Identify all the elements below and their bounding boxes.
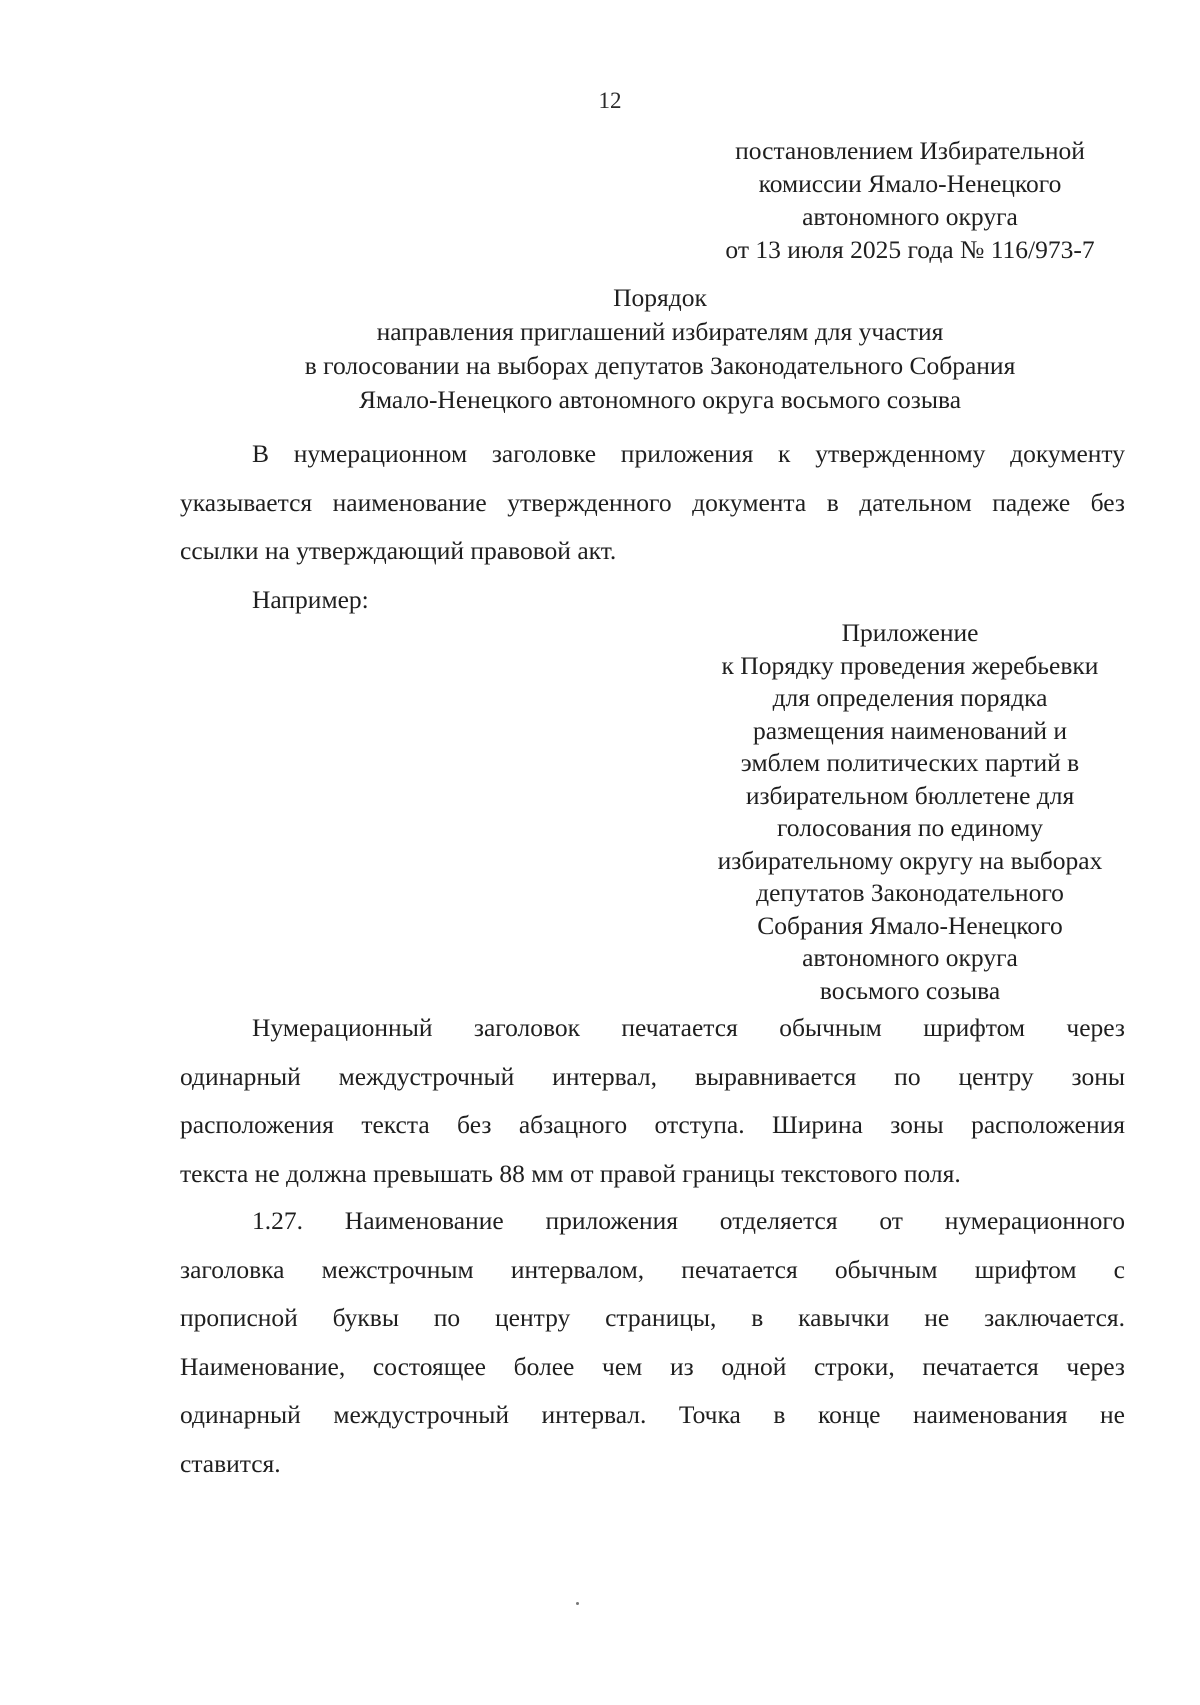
appendix-line: для определения порядка bbox=[772, 683, 1048, 712]
appendix-example bbox=[680, 617, 1140, 1007]
paragraph-line: прописной буквы по центру страницы, в кавычки не заключается. bbox=[180, 1303, 1125, 1332]
document-title-line: в голосовании на выборах депутатов Законодательного Собрания bbox=[304, 351, 1016, 380]
approval-stamp-line: комиссии Ямало-Ненецкого bbox=[758, 169, 1062, 198]
approval-stamp-line: от 13 июля 2025 года № 116/973-7 bbox=[725, 235, 1095, 264]
document-title-line: Ямало-Ненецкого автономного округа восьмого созыва bbox=[358, 385, 962, 414]
paragraph-line: текста не должна превышать 88 мм от правой границы текстового поля. bbox=[180, 1158, 961, 1188]
appendix-line: автономного округа bbox=[802, 943, 1018, 972]
paragraph-line: указывается наименование утвержденного документа в дательном падеже без bbox=[180, 487, 1125, 517]
document-title bbox=[160, 281, 1160, 417]
paragraph-line: Наименование, состоящее более чем из одной строки, печатается через bbox=[180, 1351, 1125, 1381]
paragraph-line: В нумерационном заголовке приложения к утвержденному документу bbox=[252, 439, 1125, 468]
appendix-line: голосования по единому bbox=[776, 813, 1043, 842]
appendix-line: избирательному округу на выборах bbox=[717, 845, 1103, 875]
paragraph-line: ссылки на утверждающий правовой акт. bbox=[180, 536, 617, 565]
approval-stamp bbox=[690, 134, 1130, 266]
paragraph-line: заголовка межстрочным интервалом, печатается обычным шрифтом с bbox=[180, 1254, 1125, 1284]
paragraph-3 bbox=[180, 1197, 1125, 1488]
approval-stamp-line: автономного округа bbox=[802, 202, 1018, 231]
document-title-line: направления приглашений избирателям для участия bbox=[376, 317, 944, 346]
appendix-line: Собрания Ямало-Ненецкого bbox=[757, 910, 1063, 940]
approval-stamp-line: постановлением Избирательной bbox=[735, 136, 1085, 165]
paragraph-2 bbox=[180, 1004, 1125, 1198]
example-label: Например: bbox=[252, 584, 369, 614]
paragraph-line: расположения текста без абзацного отступа. Ширина зоны расположения bbox=[180, 1110, 1125, 1139]
page-number: 12 bbox=[598, 88, 622, 113]
paragraph-line: ставится. bbox=[180, 1448, 281, 1478]
appendix-line: Приложение bbox=[841, 618, 979, 647]
paragraph-line: 1.27. Наименование приложения отделяется от нумерационного bbox=[252, 1206, 1125, 1235]
scan-dot-mark bbox=[576, 1602, 579, 1605]
appendix-line: размещения наименований и bbox=[752, 715, 1068, 745]
paragraph-line: Нумерационный заголовок печатается обычным шрифтом через bbox=[252, 1013, 1125, 1042]
appendix-line: избирательном бюллетене для bbox=[745, 780, 1075, 810]
appendix-line: к Порядку проведения жеребьевки bbox=[721, 650, 1099, 680]
paragraph-line: одинарный междустрочный интервал. Точка в конце наименования не bbox=[180, 1400, 1125, 1429]
paragraph-line: одинарный междустрочный интервал, выравнивается по центру зоны bbox=[180, 1061, 1125, 1091]
paragraph-1 bbox=[180, 430, 1125, 624]
appendix-line: восьмого созыва bbox=[819, 975, 1001, 1005]
document-title-line: Порядок bbox=[613, 283, 707, 312]
appendix-line: эмблем политических партий в bbox=[740, 748, 1080, 777]
appendix-line: депутатов Законодательного bbox=[756, 878, 1064, 907]
